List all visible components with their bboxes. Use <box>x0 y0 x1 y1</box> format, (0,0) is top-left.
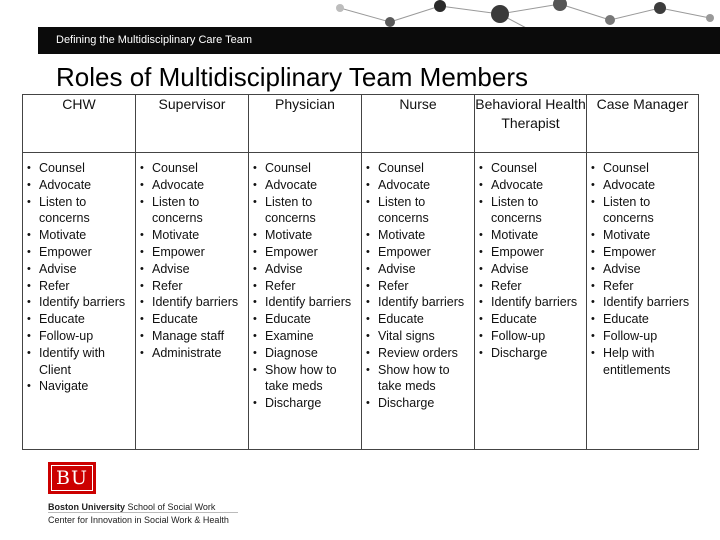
list-item: • Counsel <box>25 160 133 177</box>
list-item: • Discharge <box>477 345 584 362</box>
logo-university: Boston University <box>48 502 126 512</box>
list-item: • Advocate <box>477 177 584 194</box>
list-item: • Show how to take meds <box>251 362 359 396</box>
list-item: • Advise <box>364 261 472 278</box>
list-item: • Counsel <box>477 160 584 177</box>
list-item: • Educate <box>589 311 696 328</box>
list-item: • Identify barriers <box>364 294 472 311</box>
page-title: Roles of Multidisciplinary Team Members <box>56 62 529 92</box>
list-item: • Refer <box>364 278 472 295</box>
column-header-supervisor: Supervisor <box>136 95 249 153</box>
list-item: • Educate <box>138 311 246 328</box>
list-item: • Counsel <box>589 160 696 177</box>
list-item: • Advise <box>25 261 133 278</box>
column-cell-supervisor <box>136 153 249 450</box>
list-item: • Refer <box>477 278 584 295</box>
slide-subtitle: Defining the Multidisciplinary Care Team <box>56 34 253 46</box>
column-cell-chw <box>23 153 136 450</box>
list-item: • Listen to concerns <box>477 194 584 228</box>
list-item: • Administrate <box>138 345 246 362</box>
list-item: • Advocate <box>589 177 696 194</box>
column-header-behavioral-health-therapist: Behavioral Health Therapist <box>475 95 587 153</box>
list-item: • Refer <box>25 278 133 295</box>
list-item: • Listen to concerns <box>25 194 133 228</box>
list-item: • Educate <box>364 311 472 328</box>
list-item: • Review orders <box>364 345 472 362</box>
role-list <box>138 160 246 362</box>
list-item: • Counsel <box>138 160 246 177</box>
list-item: • Identify barriers <box>138 294 246 311</box>
list-item: • Identify barriers <box>251 294 359 311</box>
list-item: • Discharge <box>364 395 472 412</box>
list-item: • Empower <box>589 244 696 261</box>
role-list <box>477 160 584 362</box>
list-item: • Empower <box>138 244 246 261</box>
role-list <box>251 160 359 412</box>
list-item: • Advocate <box>138 177 246 194</box>
list-item: • Advise <box>251 261 359 278</box>
list-item: • Show how to take meds <box>364 362 472 396</box>
list-item: • Refer <box>138 278 246 295</box>
list-item: • Follow-up <box>25 328 133 345</box>
list-item: • Counsel <box>251 160 359 177</box>
list-item: • Empower <box>477 244 584 261</box>
column-header-chw: CHW <box>23 95 136 153</box>
list-item: • Refer <box>251 278 359 295</box>
bu-logo <box>48 462 248 528</box>
logo-center: Center for Innovation in Social Work & Health <box>48 515 229 525</box>
column-header-case-manager: Case Manager <box>587 95 699 153</box>
column-cell-physician <box>249 153 362 450</box>
logo-school: School of Social Work <box>127 502 216 512</box>
list-item: • Advise <box>138 261 246 278</box>
list-item: • Educate <box>477 311 584 328</box>
role-list <box>589 160 696 378</box>
list-item: • Manage staff <box>138 328 246 345</box>
list-item: • Advocate <box>364 177 472 194</box>
logo-divider <box>48 512 238 513</box>
list-item: • Discharge <box>251 395 359 412</box>
list-item: • Motivate <box>138 227 246 244</box>
list-item: • Navigate <box>25 378 133 395</box>
role-list <box>25 160 133 395</box>
list-item: • Counsel <box>364 160 472 177</box>
list-item: • Identify barriers <box>477 294 584 311</box>
logo-university-line <box>48 502 215 512</box>
list-item: • Educate <box>251 311 359 328</box>
list-item: • Diagnose <box>251 345 359 362</box>
role-list <box>364 160 472 412</box>
bu-logo-mark: BU <box>48 462 96 494</box>
column-cell-case-manager <box>587 153 699 450</box>
list-item: • Vital signs <box>364 328 472 345</box>
list-item: • Motivate <box>251 227 359 244</box>
list-item: • Empower <box>251 244 359 261</box>
header-banner <box>0 0 720 54</box>
list-item: • Listen to concerns <box>589 194 696 228</box>
list-item: • Empower <box>364 244 472 261</box>
list-item: • Listen to concerns <box>364 194 472 228</box>
list-item: • Identify barriers <box>589 294 696 311</box>
column-cell-behavioral-health-therapist <box>475 153 587 450</box>
column-header-physician: Physician <box>249 95 362 153</box>
list-item: • Identify barriers <box>25 294 133 311</box>
list-item: • Identify with Client <box>25 345 133 379</box>
list-item: • Examine <box>251 328 359 345</box>
list-item: • Follow-up <box>589 328 696 345</box>
list-item: • Listen to concerns <box>138 194 246 228</box>
list-item: • Motivate <box>589 227 696 244</box>
list-item: • Motivate <box>364 227 472 244</box>
list-item: • Help with entitlements <box>589 345 696 379</box>
list-item: • Empower <box>25 244 133 261</box>
list-item: • Motivate <box>477 227 584 244</box>
list-item: • Motivate <box>25 227 133 244</box>
list-item: • Advise <box>589 261 696 278</box>
roles-table <box>22 94 699 450</box>
column-cell-nurse <box>362 153 475 450</box>
list-item: • Listen to concerns <box>251 194 359 228</box>
list-item: • Advocate <box>251 177 359 194</box>
list-item: • Refer <box>589 278 696 295</box>
list-item: • Follow-up <box>477 328 584 345</box>
list-item: • Advocate <box>25 177 133 194</box>
column-header-nurse: Nurse <box>362 95 475 153</box>
list-item: • Educate <box>25 311 133 328</box>
list-item: • Advise <box>477 261 584 278</box>
